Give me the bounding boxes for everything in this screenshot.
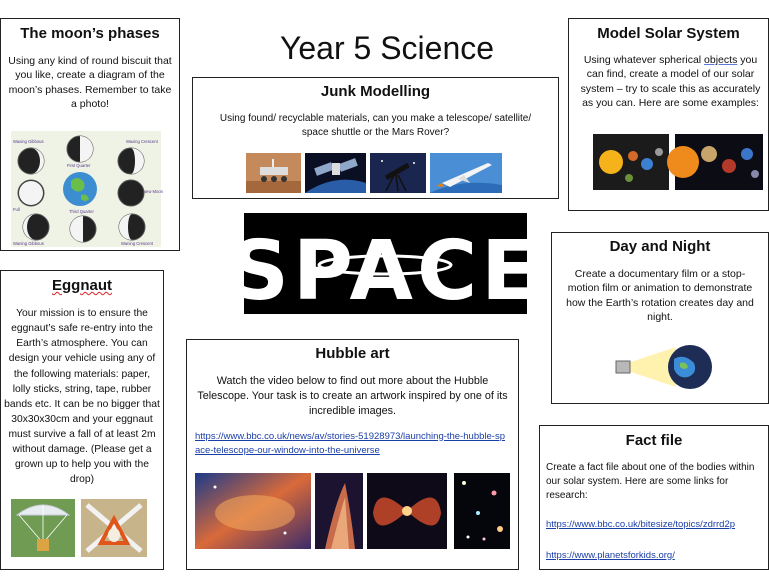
moon-phases-text: Using any kind of round biscuit that you like, create a diagram of the moon’s phases. Remember to take a photo! xyxy=(8,55,172,111)
eggnaut-line-1: Your mission is to ensure the xyxy=(16,308,148,319)
moon-label-6: Third Quarter xyxy=(69,209,94,214)
moon-phases-photo xyxy=(11,131,164,247)
moon-label-5: Full xyxy=(13,207,20,212)
eggnaut-line-8: 30x30x30cm and your eggnaut xyxy=(11,413,153,425)
eggnaut-line-6: lolly sticks, string, tape, rubber xyxy=(12,383,152,395)
fact-file-text: Create a fact file about one of the bodies within our solar system. Here are some links for research: xyxy=(546,462,755,501)
fact-file-card xyxy=(539,425,769,570)
space-logo-text: SPACE xyxy=(229,224,542,319)
moon-phases-card xyxy=(0,18,180,251)
model-text-post: you can find, create a model of our solar system – try to scale this as accurately as you can. Here are some examples: xyxy=(580,54,761,110)
page-title: Year 5 Science xyxy=(279,30,495,66)
moon-label-3: Waxing Crescent xyxy=(126,139,158,144)
eggnaut-line-5: the following materials: paper, xyxy=(13,368,151,380)
moon-phases-heading: The moon’s phases xyxy=(20,25,160,42)
junk-modelling-card xyxy=(192,77,559,199)
hubble-image-3 xyxy=(367,473,447,549)
hubble-art-card xyxy=(186,339,519,570)
moon-label-4: New Moon xyxy=(143,189,164,194)
moon-label-2: First Quarter xyxy=(67,163,91,168)
space-shuttle-photo xyxy=(430,153,502,193)
hubble-image-1 xyxy=(195,473,311,549)
junk-modelling-heading: Junk Modelling xyxy=(320,83,431,100)
day-and-night-heading: Day and Night xyxy=(609,238,711,255)
hubble-image-4 xyxy=(454,473,510,549)
eggnaut-text xyxy=(1,306,163,488)
planetsforkids-link[interactable]: https://www.planetsforkids.org/ xyxy=(546,549,675,561)
model-solar-system-text xyxy=(577,53,764,111)
hubble-video-link[interactable]: https://www.bbc.co.uk/news/av/stories-51928973/launching-the-hubble-space-telescope-our-window-into-the-universe xyxy=(195,430,505,456)
eggnaut-line-7: bands etc. It can be no bigger that xyxy=(4,398,160,410)
eggnaut-card xyxy=(0,270,164,570)
satellite-photo xyxy=(305,153,366,193)
eggnaut-line-4: design your vehicle using any of xyxy=(8,353,156,365)
hubble-art-text: Watch the video below to find out more about the Hubble Telescope. Your task is to create an artwork inspired by one of its incredible images. xyxy=(197,375,508,417)
moon-label-7: Waning Gibbous xyxy=(13,241,44,246)
day-and-night-text: Create a documentary film or a stop-motion film or animation to demonstrate how the Earth’s rotation creates day and night. xyxy=(566,268,754,324)
parachute-egg-photo xyxy=(11,499,75,557)
eggnaut-line-3: Earth’s atmosphere. You can xyxy=(16,338,148,350)
earth-torch-photo xyxy=(614,341,714,393)
telescope-photo xyxy=(370,153,426,193)
solar-model-photo-2 xyxy=(675,134,763,190)
solar-model-photo-1 xyxy=(593,134,669,190)
model-solar-system-card xyxy=(568,18,769,211)
eggnaut-line-12: drop) xyxy=(69,474,95,486)
hubble-art-heading: Hubble art xyxy=(315,345,390,362)
day-and-night-card xyxy=(551,232,769,404)
eggnaut-line-2: eggnaut’s safe re-entry into the xyxy=(11,323,153,335)
model-solar-system-heading: Model Solar System xyxy=(597,25,740,42)
eggnaut-line-11: grown up to help you with the xyxy=(15,459,149,471)
fact-file-heading: Fact file xyxy=(625,432,683,449)
moon-label-8: Waning Crescent xyxy=(121,241,153,246)
space-logo xyxy=(229,213,542,319)
model-text-pre: Using whatever spherical xyxy=(583,54,705,66)
junk-modelling-text: Using found/ recyclable materials, can you make a telescope/ satellite/ space shuttle or the Mars Rover? xyxy=(219,113,532,138)
model-text-objects: objects xyxy=(704,54,738,66)
eggnaut-heading xyxy=(1,277,163,294)
hubble-image-2 xyxy=(315,473,363,549)
lolly-stick-egg-photo xyxy=(81,499,147,557)
moon-label-1: Waxing Gibbous xyxy=(13,139,44,144)
eggnaut-line-9: must survive a fall of at least 2m xyxy=(8,429,156,440)
eggnaut-heading-text: Eggnaut xyxy=(52,277,112,294)
mars-rover-photo xyxy=(246,153,301,193)
eggnaut-line-10: without damage. (Please get a xyxy=(12,444,152,456)
bitesize-link[interactable]: https://www.bbc.co.uk/bitesize/topics/zdrrd2p xyxy=(546,519,736,531)
